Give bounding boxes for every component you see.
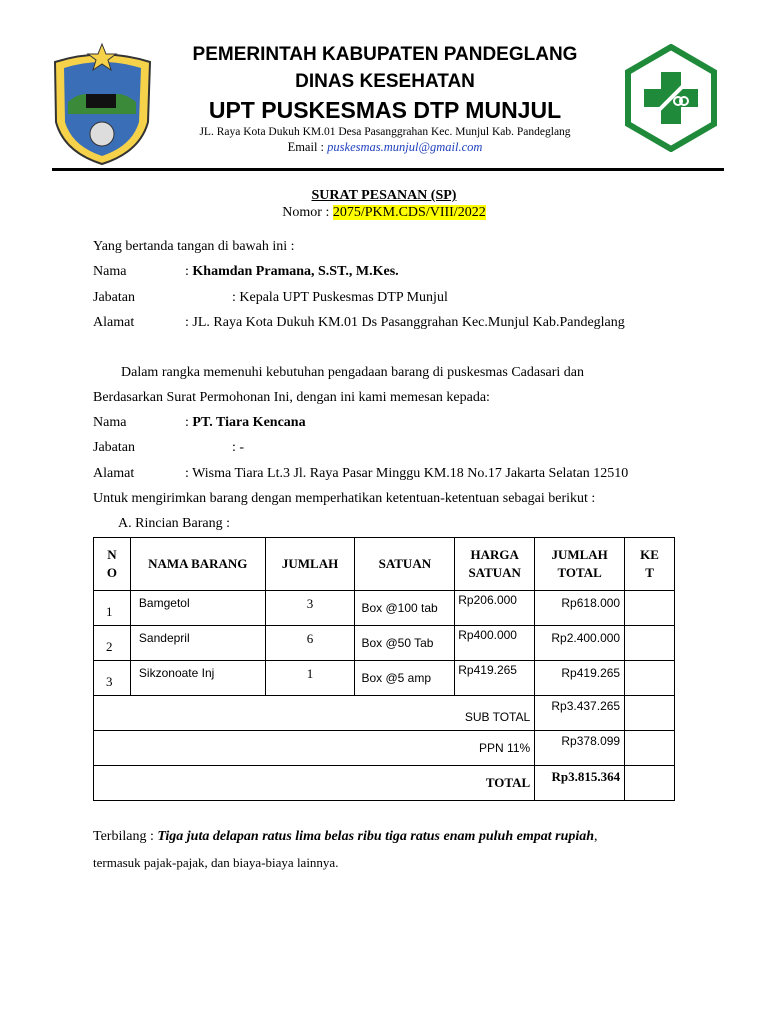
row-nama: Bamgetol [130, 591, 265, 626]
terbilang-tail: , [594, 829, 598, 844]
signer-alamat-label: Alamat [93, 315, 135, 330]
row-harga: Rp206.000 [455, 591, 535, 626]
col-header-satuan: SATUAN [355, 538, 455, 591]
col-header-harga: HARGA SATUAN [455, 538, 535, 591]
col-header-total: JUMLAH TOTAL [535, 538, 625, 591]
document-title: SURAT PESANAN (SP) [311, 188, 457, 203]
email-label: Email : [287, 140, 328, 154]
pandeglang-crest-logo [50, 42, 155, 167]
col-header-jumlah: JUMLAH [265, 538, 355, 591]
terbilang-label: Terbilang : [93, 829, 158, 844]
header-address: JL. Raya Kota Dukuh KM.01 Desa Pasanggrahan Kec. Munjul Kab. Pandeglang [199, 126, 571, 138]
header-government: PEMERINTAH KABUPATEN PANDEGLANG [192, 44, 578, 65]
subtotal-label: SUB TOTAL [94, 696, 535, 731]
table-row [94, 661, 675, 696]
row-satuan: Box @5 amp [355, 661, 455, 696]
vendor-jabatan: : - [232, 440, 245, 455]
row-ket [625, 661, 675, 696]
signer-alamat: : JL. Raya Kota Dukuh KM.01 Ds Pasanggrahan Kec.Munjul Kab.Pandeglang [185, 315, 625, 330]
row-satuan: Box @100 tab [355, 591, 455, 626]
row-ket [625, 591, 675, 626]
row-ket [625, 626, 675, 661]
row-no: 2 [94, 626, 131, 661]
terbilang-line2: termasuk pajak-pajak, dan biaya-biaya lainnya. [93, 855, 339, 870]
email-link[interactable]: puskesmas.munjul@gmail.com [327, 140, 483, 154]
col-header-ket: KE T [625, 538, 675, 591]
terbilang-text: Tiga juta delapan ratus lima belas ribu tiga ratus enam puluh empat rupiah [157, 829, 595, 844]
puskesmas-logo [623, 44, 719, 152]
nomor-label: Nomor : [282, 205, 333, 220]
row-nama: Sikzonoate Inj [130, 661, 265, 696]
signer-nama-value: Khamdan Pramana, S.ST., M.Kes. [192, 264, 399, 279]
signer-jabatan-label: Jabatan [93, 290, 135, 305]
table-header-row [94, 538, 675, 591]
items-table [93, 537, 675, 801]
body-paragraph-line2: Berdasarkan Surat Permohonan Ini, dengan ini kami memesan kepada: [93, 390, 490, 405]
signer-intro: Yang bertanda tangan di bawah ini : [93, 239, 295, 254]
nomor-value: 2075/PKM.CDS/VIII/2022 [332, 205, 486, 220]
subtotal-ket [625, 696, 675, 731]
total-value: Rp3.815.364 [535, 766, 625, 801]
header-divider [52, 168, 724, 171]
subtotal-value: Rp3.437.265 [535, 696, 625, 731]
ppn-value: Rp378.099 [535, 731, 625, 766]
vendor-alamat: : Wisma Tiara Lt.3 Jl. Raya Pasar Minggu KM.18 No.17 Jakarta Selatan 12510 [185, 466, 629, 481]
row-jumlah: 3 [265, 591, 355, 626]
vendor-nama-value: PT. Tiara Kencana [192, 415, 306, 430]
total-row [94, 766, 675, 801]
row-harga: Rp400.000 [455, 626, 535, 661]
total-ket [625, 766, 675, 801]
header-puskesmas: UPT PUSKESMAS DTP MUNJUL [208, 97, 562, 123]
row-jumlah: 6 [265, 626, 355, 661]
signer-nama-label: Nama [93, 264, 127, 279]
row-harga: Rp419.265 [455, 661, 535, 696]
section-a-heading: A. Rincian Barang : [118, 516, 230, 531]
terbilang-line [93, 829, 598, 845]
table-row [94, 626, 675, 661]
instructions: Untuk mengirimkan barang dengan memperhatikan ketentuan-ketentuan sebagai berikut : [93, 491, 596, 506]
header-email-line [150, 140, 620, 155]
row-satuan: Box @50 Tab [355, 626, 455, 661]
vendor-jabatan-label: Jabatan [93, 440, 135, 455]
vendor-alamat-label: Alamat [93, 466, 135, 481]
ppn-ket [625, 731, 675, 766]
ppn-row [94, 731, 675, 766]
row-total: Rp2.400.000 [535, 626, 625, 661]
col-header-nama: NAMA BARANG [130, 538, 265, 591]
total-label: TOTAL [94, 766, 535, 801]
document-number [0, 205, 768, 221]
vendor-nama: : PT. Tiara Kencana [185, 415, 306, 430]
vendor-nama-label: Nama [93, 415, 127, 430]
row-total: Rp419.265 [535, 661, 625, 696]
row-total: Rp618.000 [535, 591, 625, 626]
body-paragraph-line1: Dalam rangka memenuhi kebutuhan pengadaan barang di puskesmas Cadasari dan [121, 365, 585, 380]
row-no: 1 [94, 591, 131, 626]
table-row [94, 591, 675, 626]
row-nama: Sandepril [130, 626, 265, 661]
subtotal-row [94, 696, 675, 731]
ppn-label: PPN 11% [94, 731, 535, 766]
row-no: 3 [94, 661, 131, 696]
row-jumlah: 1 [265, 661, 355, 696]
signer-nama: : Khamdan Pramana, S.ST., M.Kes. [185, 264, 399, 279]
col-header-no: N O [94, 538, 131, 591]
signer-jabatan: : Kepala UPT Puskesmas DTP Munjul [232, 290, 448, 305]
header-department: DINAS KESEHATAN [295, 71, 475, 92]
